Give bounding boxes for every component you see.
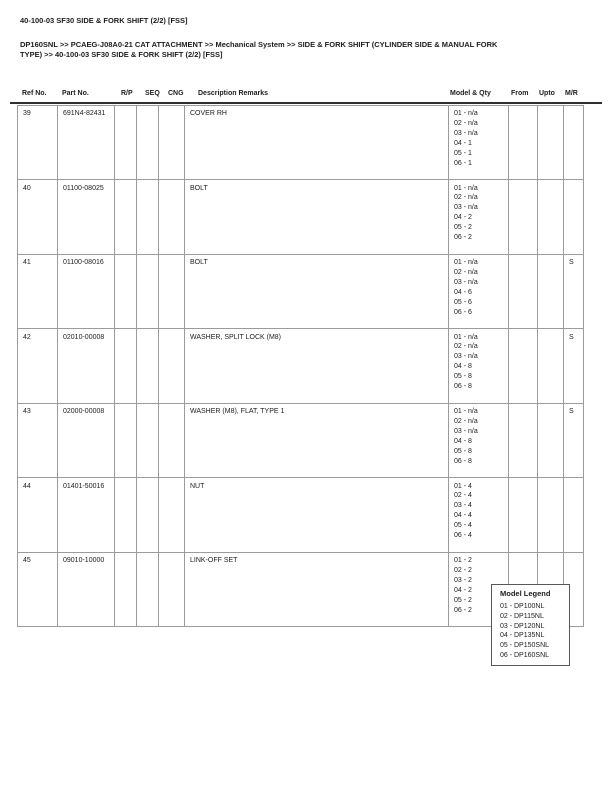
rp-cell [115,478,137,553]
column-header-upto: Upto [539,90,555,97]
model-qty-line: 04 - 2 [454,586,472,594]
model-qty-line: 04 - 6 [454,288,472,296]
model-qty-line: 01 - n/a [454,110,478,117]
model-qty-line: 05 - 8 [454,447,472,455]
model-qty-cell [449,478,509,553]
model-qty-line: 04 - 2 [454,214,472,222]
model-qty-line: 01 - n/a [454,408,478,415]
seq-cell [137,105,159,180]
mr-cell [564,105,584,180]
mr-cell: S [564,329,584,404]
cng-cell [159,180,185,255]
from-cell [509,254,538,329]
column-header-ref-no: Ref No. [22,90,47,97]
upto-cell [538,105,564,180]
cng-cell [159,552,185,627]
table-row [18,254,584,329]
column-header-seq: SEQ [145,90,160,97]
column-header-part-no: Part No. [62,90,89,97]
model-qty-line: 01 - n/a [454,184,478,192]
table-row [18,105,584,180]
column-header-rp: R/P [121,90,133,97]
table-row [18,403,584,478]
upto-cell [538,254,564,329]
rp-cell [115,180,137,255]
ref-no-cell: 43 [18,403,58,478]
from-cell [509,403,538,478]
seq-cell [137,180,159,255]
model-qty-line: 06 - 1 [454,159,472,167]
description-cell: WASHER, SPLIT LOCK (M8) [185,329,449,404]
mr-cell: S [564,254,584,329]
table-column-headers [17,85,583,102]
page-title: 40-100-03 SF30 SIDE & FORK SHIFT (2/2) [FSS] [20,16,188,25]
rp-cell [115,552,137,627]
legend-item: 02 - DP115NL [500,612,544,620]
model-qty-line: 05 - 2 [454,596,472,604]
table-row [18,478,584,553]
model-qty-line: 03 - n/a [454,353,478,361]
model-qty-line: 02 - 4 [454,492,472,500]
description-cell: BOLT [185,254,449,329]
upto-cell [538,329,564,404]
model-qty-cell [449,403,509,478]
seq-cell [137,329,159,404]
upto-cell [538,478,564,553]
model-qty-line: 04 - 8 [454,437,472,445]
rp-cell [115,254,137,329]
upto-cell [538,180,564,255]
cng-cell [159,329,185,404]
breadcrumb-line: DP160SNL >> PCAEG-J08A0-21 CAT ATTACHMENT >> Mechanical System >> SIDE & FORK SHIFT (CYLINDER SIDE & MANUAL FORK [20,40,498,49]
mr-cell [564,180,584,255]
legend-item: 05 - DP150SNL [500,642,550,650]
model-qty-line: 02 - n/a [454,194,478,202]
parts-table [17,105,584,628]
model-qty-line: 03 - n/a [454,129,478,137]
ref-no-cell: 44 [18,478,58,553]
model-qty-line: 05 - 6 [454,298,472,306]
model-qty-line: 05 - 4 [454,522,472,530]
legend-item: 04 - DP135NL [500,632,545,640]
legend-item: 03 - DP120NL [500,622,545,630]
ref-no-cell: 42 [18,329,58,404]
model-legend [491,584,570,666]
rp-cell [115,403,137,478]
model-qty-line: 04 - 8 [454,363,472,371]
column-header-cng: CNG [168,90,184,97]
table-row [18,329,584,404]
model-qty-line: 04 - 1 [454,139,472,147]
part-no-cell: 01100-08025 [58,180,115,255]
model-qty-line: 06 - 6 [454,308,472,316]
model-legend-title: Model Legend [500,589,551,598]
part-no-cell: 01100-08016 [58,254,115,329]
ref-no-cell: 40 [18,180,58,255]
part-no-cell: 02010-00008 [58,329,115,404]
description-cell: BOLT [185,180,449,255]
model-qty-line: 05 - 1 [454,149,472,157]
model-qty-line: 05 - 8 [454,373,472,381]
model-qty-line: 02 - 2 [454,566,472,574]
breadcrumb-line: TYPE) >> 40-100-03 SF30 SIDE & FORK SHIFT (2/2) [FSS] [20,49,223,59]
cng-cell [159,254,185,329]
model-qty-line: 04 - 4 [454,512,472,520]
model-qty-cell [449,254,509,329]
from-cell [509,105,538,180]
model-qty-line: 01 - 2 [454,557,472,564]
model-qty-line: 03 - 4 [454,502,472,510]
model-qty-line: 03 - n/a [454,427,478,435]
cng-cell [159,403,185,478]
table-row [18,180,584,255]
seq-cell [137,478,159,553]
legend-item: 01 - DP100NL [500,603,545,610]
ref-no-cell: 39 [18,105,58,180]
model-qty-line: 03 - n/a [454,204,478,212]
from-cell [509,180,538,255]
model-qty-line: 06 - 4 [454,532,472,540]
model-qty-line: 02 - n/a [454,417,478,425]
column-header-model-qty: Model & Qty [450,90,491,97]
part-no-cell: 691N4-82431 [58,105,115,180]
cng-cell [159,478,185,553]
model-qty-line: 01 - 4 [454,482,472,490]
ref-no-cell: 45 [18,552,58,627]
column-header-mr: M/R [565,90,578,97]
model-qty-line: 02 - n/a [454,268,478,276]
model-qty-line: 06 - 2 [454,234,472,242]
model-qty-line: 06 - 8 [454,383,472,391]
model-qty-line: 01 - n/a [454,259,478,266]
rp-cell [115,329,137,404]
ref-no-cell: 41 [18,254,58,329]
mr-cell: S [564,403,584,478]
model-qty-line: 02 - n/a [454,343,478,351]
seq-cell [137,403,159,478]
description-cell: WASHER (M8), FLAT, TYPE 1 [185,403,449,478]
rp-cell [115,105,137,180]
model-qty-line: 03 - 2 [454,576,472,584]
breadcrumb [20,40,602,59]
model-qty-line: 06 - 2 [454,606,472,614]
model-qty-line: 05 - 2 [454,224,472,232]
upto-cell [538,403,564,478]
seq-cell [137,552,159,627]
legend-item: 06 - DP160SNL [500,651,550,659]
model-qty-cell [449,105,509,180]
description-cell: NUT [185,478,449,553]
model-qty-line: 06 - 8 [454,457,472,465]
column-header-from: From [511,90,529,97]
model-qty-line: 01 - n/a [454,333,478,341]
part-no-cell: 01401-50016 [58,478,115,553]
from-cell [509,478,538,553]
model-qty-cell [449,180,509,255]
part-no-cell: 02000-00008 [58,403,115,478]
cng-cell [159,105,185,180]
model-qty-cell [449,329,509,404]
part-no-cell: 09010-10000 [58,552,115,627]
column-header-description: Description Remarks [198,90,269,97]
seq-cell [137,254,159,329]
mr-cell [564,478,584,553]
description-cell: LINK-OFF SET [185,552,449,627]
model-qty-line: 03 - n/a [454,278,478,286]
description-cell: COVER RH [185,105,449,180]
model-qty-line: 02 - n/a [454,119,478,127]
from-cell [509,329,538,404]
